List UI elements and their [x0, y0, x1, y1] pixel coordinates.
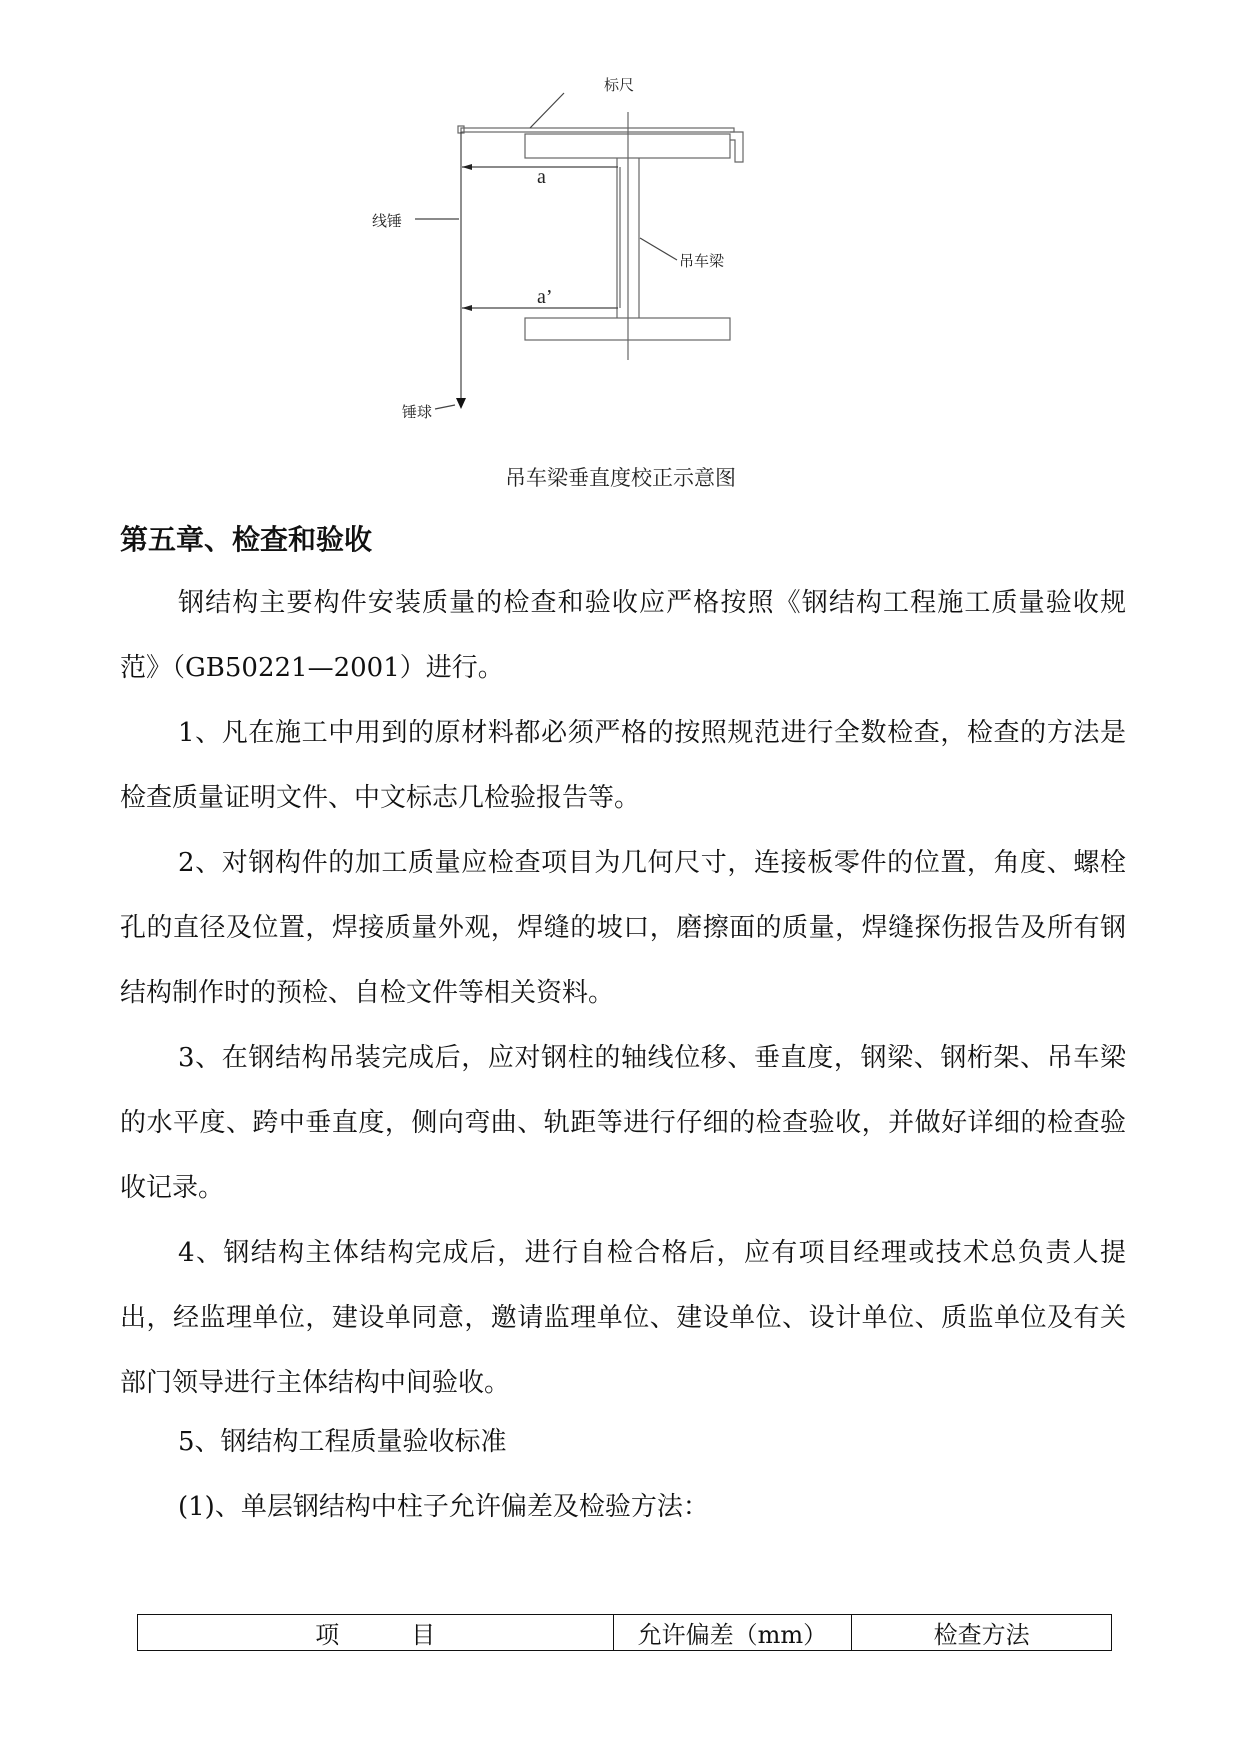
label-dimension-a-prime: a’: [537, 286, 553, 308]
paragraph-item-1: 1、凡在施工中用到的原材料都必须严格的按照规范进行全数检查，检查的方法是检查质量证明文件、中文标志几检验报告等。: [120, 718, 1126, 813]
leader-crane-beam: [640, 238, 677, 260]
chapter-title: 第五章、检查和验收: [120, 523, 373, 556]
leader-ruler: [530, 93, 564, 128]
label-crane-beam: 吊车梁: [679, 252, 725, 270]
arrow-a-prime-left: [462, 305, 472, 311]
label-plumb-line: 线锤: [372, 212, 403, 230]
leader-plumb-bob: [435, 405, 455, 409]
header-allowed-deviation: 允许偏差（mm）: [613, 1615, 852, 1651]
crane-beam-verticality-diagram: [0, 0, 1241, 460]
paragraph-item-4: 4、钢结构主体结构完成后，进行自检合格后，应有项目经理或技术总负责人提出，经监理单位，建设单同意，邀请监理单位、建设单位、设计单位、质监单位及有关部门领导进行主体结构中间验收。: [120, 1238, 1126, 1398]
paragraph-intro: 钢结构主要构件安装质量的检查和验收应严格按照《钢结构工程施工质量验收规范》（GB50221—2001）进行。: [120, 588, 1126, 683]
deviation-table: [137, 1614, 1112, 1651]
paragraph-item-2: 2、对钢构件的加工质量应检查项目为几何尺寸，连接板零件的位置，角度、螺栓孔的直径及位置，焊接质量外观，焊缝的坡口，磨擦面的质量，焊缝探伤报告及所有钢结构制作时的预检、自检文件等相关资料。: [120, 848, 1126, 1008]
paragraph-item-3: 3、在钢结构吊装完成后，应对钢柱的轴线位移、垂直度，钢梁、钢桁架、吊车梁的水平度、跨中垂直度，侧向弯曲、轨距等进行仔细的检查验收，并做好详细的检查验收记录。: [120, 1043, 1126, 1203]
ruler-bracket: [730, 132, 743, 162]
item-5-1-heading: (1)、单层钢结构中柱子允许偏差及检验方法：: [178, 1492, 709, 1522]
table-header-row: [138, 1615, 1112, 1651]
plumb-bob: [456, 398, 466, 409]
label-dimension-a: a: [537, 166, 546, 188]
header-check-method: 检查方法: [852, 1615, 1112, 1651]
label-ruler: 标尺: [604, 76, 635, 94]
diagram-caption: 吊车梁垂直度校正示意图: [505, 466, 736, 490]
arrow-a-left: [462, 164, 472, 170]
label-plumb-bob: 锤球: [402, 403, 433, 421]
header-item: 项 目: [138, 1615, 614, 1651]
item-5-heading: 5、钢结构工程质量验收标准: [178, 1427, 507, 1457]
ruler-bar: [461, 128, 734, 132]
